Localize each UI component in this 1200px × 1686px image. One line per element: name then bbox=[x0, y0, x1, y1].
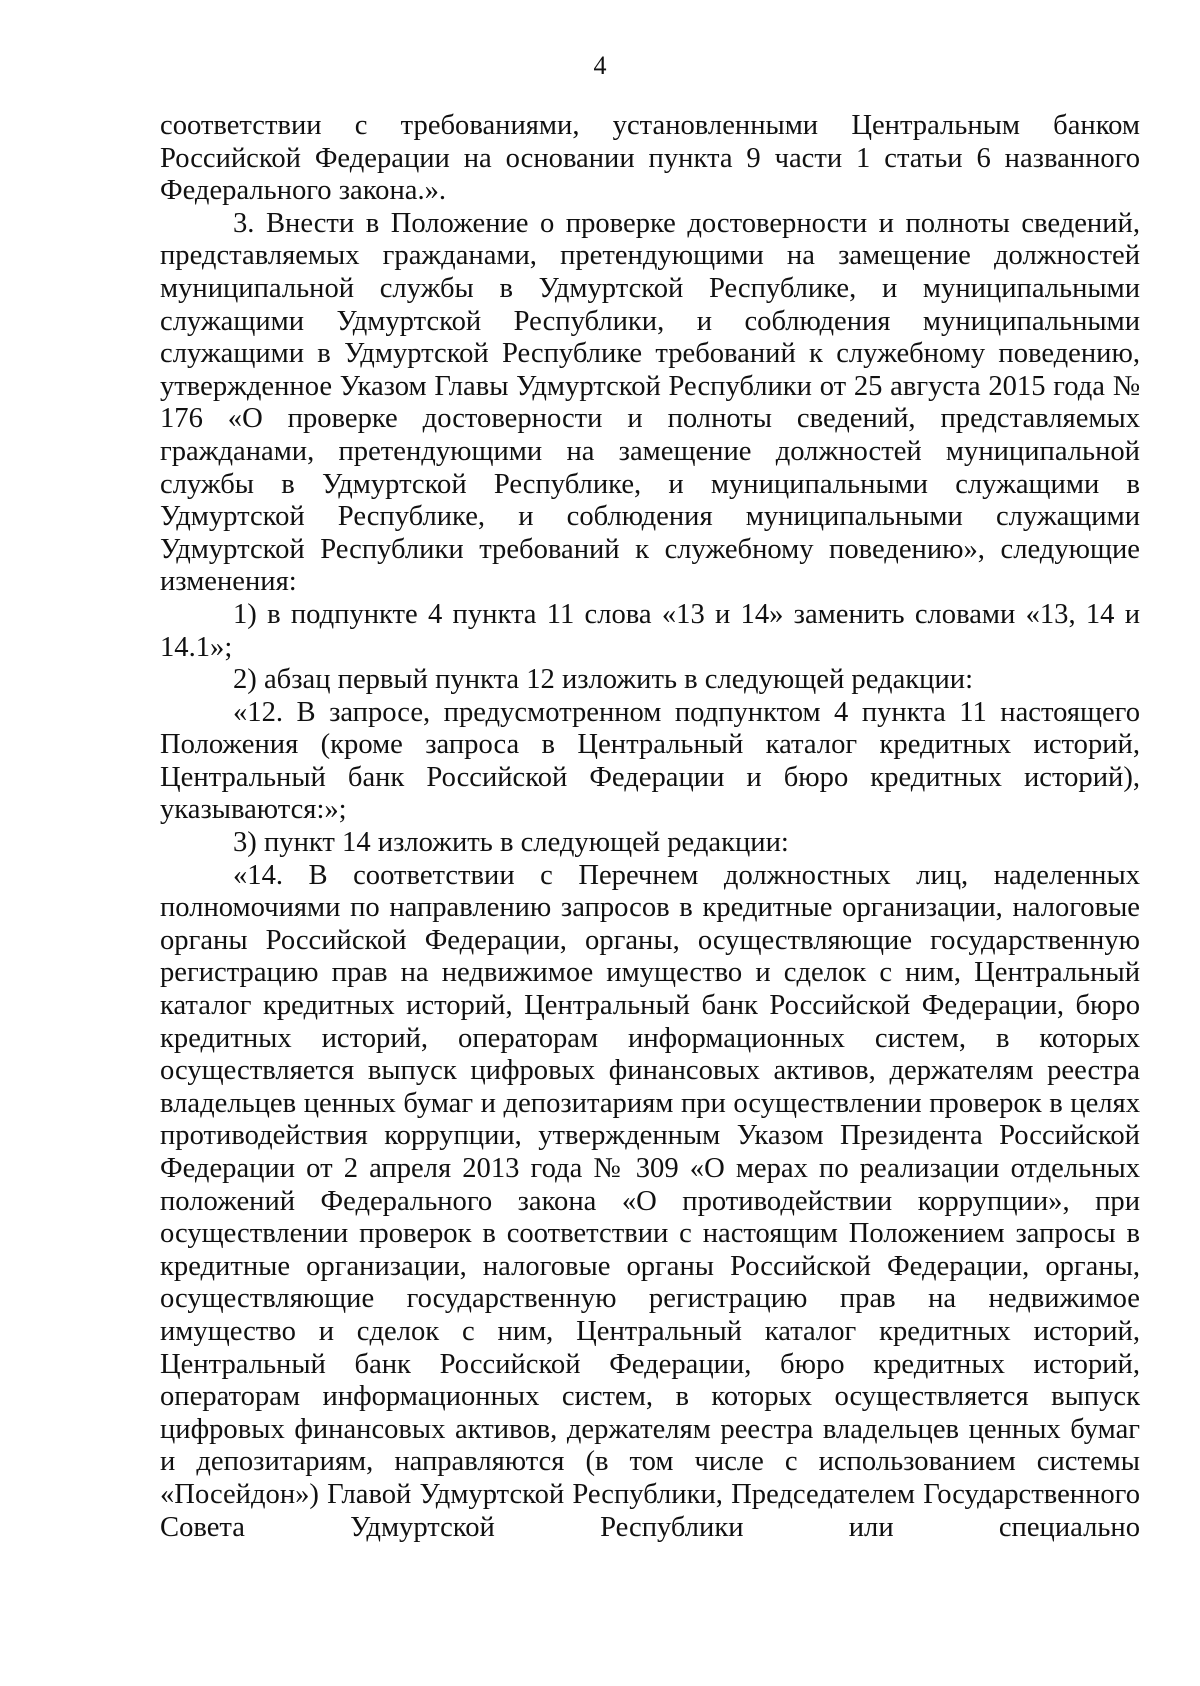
document-body bbox=[160, 110, 1140, 1544]
page-number: 4 bbox=[593, 51, 607, 80]
paragraph-item-3: 3. Внести в Положение о проверке достоверности и полноты сведений, представляемых гражданами, претендующими на замещение должностей муниципальной службы в Удмуртской Республике, и муниципальными служащими Удмуртской Республики, и соблюдения муниципальными служащими в Удмуртской Республике требований к служебному поведению, утвержденное Указом Главы Удмуртской Республики от 25 августа 2015 года № 176 «О проверке достоверности и полноты сведений, представляемых гражданами, претендующими на замещение должностей муниципальной службы в Удмуртской Республике, и муниципальными служащими в Удмуртской Республике, и соблюдения муниципальными служащими Удмуртской Республики требований к служебному поведению», следующие изменения: bbox=[160, 207, 1140, 598]
paragraph-quote-14: «14. В соответствии с Перечнем должностных лиц, наделенных полномочиями по направлению запросов в кредитные организации, налоговые органы Российской Федерации, органы, осуществляющие государственную регистрацию прав на недвижимое имущество и сделок с ним, Центральный каталог кредитных историй, Центральный банк Российской Федерации, бюро кредитных историй, операторам информационных систем, в которых осуществляется выпуск цифровых финансовых активов, держателям реестра владельцев ценных бумаг и депозитариям при осуществлении проверок в целях противодействия коррупции, утвержденным Указом Президента Российской Федерации от 2 апреля 2013 года № 309 «О мерах по реализации отдельных положений Федерального закона «О противодействии коррупции», при осуществлении проверок в соответствии с настоящим Положением запросы в кредитные организации, налоговые органы Российской Федерации, органы, осуществляющие государственную регистрацию прав на недвижимое имущество и сделок с ним, Центральный каталог кредитных историй, Центральный банк Российской Федерации, бюро кредитных историй, операторам информационных систем, в которых осуществляется выпуск цифровых финансовых активов, держателям реестра владельцев ценных бумаг и депозитариям, направляются (в том числе с использованием системы «Посейдон») Главой Удмуртской Республики, Председателем Государственного Совета Удмуртской Республики или специально bbox=[160, 859, 1140, 1543]
paragraph-subitem-1: 1) в подпункте 4 пункта 11 слова «13 и 14» заменить словами «13, 14 и 14.1»; bbox=[160, 598, 1140, 663]
paragraph-continuation: соответствии с требованиями, установленными Центральным банком Российской Федерации на основании пункта 9 части 1 статьи 6 названного Федерального закона.». bbox=[160, 110, 1140, 207]
paragraph-quote-12: «12. В запросе, предусмотренном подпунктом 4 пункта 11 настоящего Положения (кроме запроса в Центральный каталог кредитных историй, Центральный банк Российской Федерации и бюро кредитных историй), указываются:»; bbox=[160, 696, 1140, 826]
paragraph-subitem-2: 2) абзац первый пункта 12 изложить в следующей редакции: bbox=[233, 664, 974, 696]
paragraph-subitem-3: 3) пункт 14 изложить в следующей редакции: bbox=[233, 827, 789, 859]
